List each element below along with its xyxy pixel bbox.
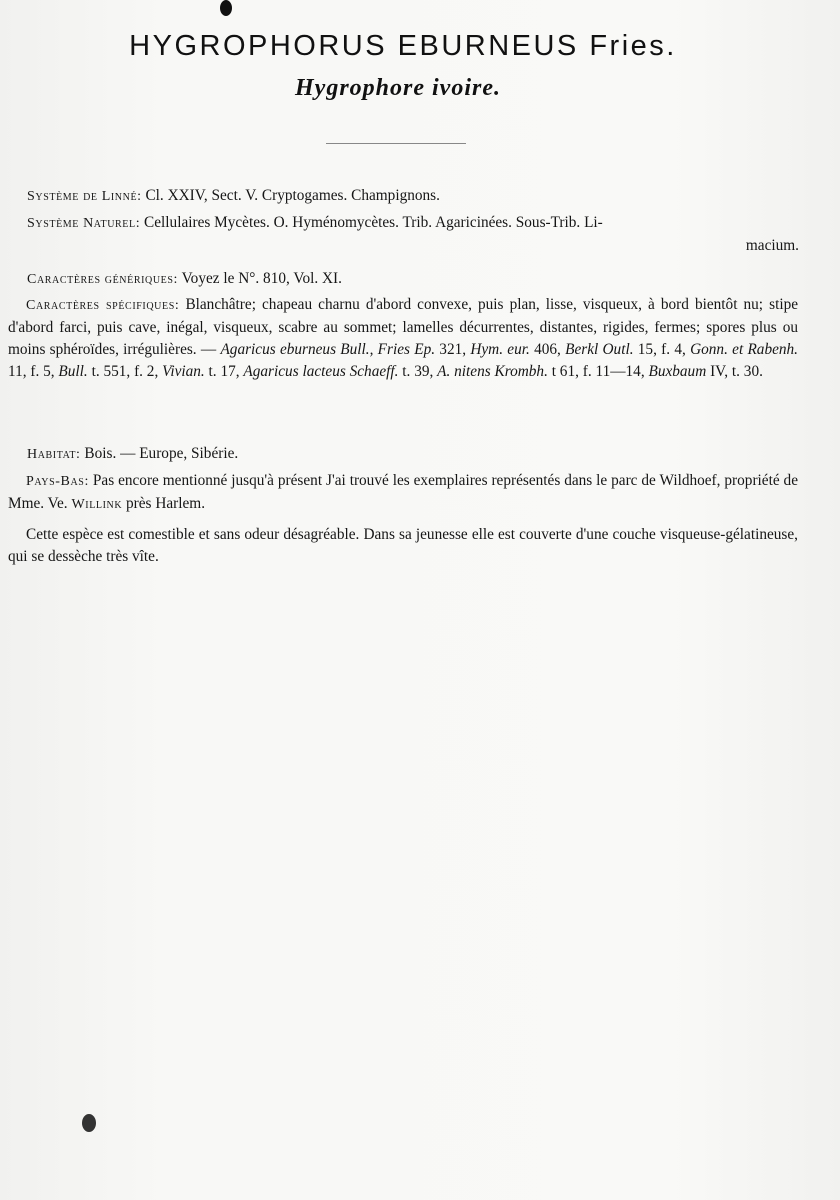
habitat: [27, 443, 797, 466]
note-paragraph: [8, 524, 798, 568]
page-title: HYGROPHORUS EBURNEUS Fries.: [129, 30, 677, 62]
caracteres-specifiques: [8, 294, 798, 383]
ref-text: t. 39,: [398, 363, 438, 380]
caracteres-generiques: [27, 268, 797, 291]
title-divider: [326, 143, 466, 144]
ref-hym-eur: Hym. eur.: [470, 341, 530, 358]
note-text: Cette espèce est comestible et sans odeur désagréable. Dans sa jeunesse elle est couverte d'une couche visqueuse-gélatineuse, qui se dessèche très vîte.: [8, 526, 798, 565]
naturel-label: Système Naturel:: [27, 216, 141, 231]
ref-agaricus-lacteus: Agaricus lacteus Schaeff.: [243, 363, 399, 380]
paysbas-label: Pays-Bas:: [26, 474, 89, 489]
naturel-text-cont: macium.: [745, 237, 799, 254]
habitat-text: Bois. — Europe, Sibérie.: [84, 445, 239, 462]
paysbas-text-end: près Harlem.: [122, 495, 206, 512]
generiques-text: Voyez le N°. 810, Vol. XI.: [181, 270, 342, 287]
page-subtitle: Hygrophore ivoire.: [295, 75, 501, 101]
ref-bull: Bull.: [58, 363, 88, 380]
generiques-label: Caractères génériques:: [27, 272, 179, 287]
ref-text: 15, f. 4,: [633, 341, 691, 358]
ref-nitens: A. nitens Krombh.: [437, 363, 548, 380]
ref-text: t. 551, f. 2,: [87, 363, 163, 380]
ref-agaricus-eburneus: Agaricus eburneus Bull., Fries Ep.: [220, 341, 436, 358]
ink-spot-top: [220, 0, 232, 16]
ref-text: 406,: [529, 341, 566, 358]
ink-spot-bottom: [82, 1114, 96, 1132]
specifiques-label: Caractères spécifiques:: [26, 298, 180, 313]
specifiques-text: Blanchâtre; chapeau charnu d'abord convexe, puis plan, lisse, visqueux, à bord bientôt nu; stipe d'abord farci, puis cave, inégal, visqueux, scabre au sommet; lamelles décurrentes, distantes, rigides, fermes; spores plus ou moins sphéroïdes, irrégulières. —: [8, 296, 799, 358]
systeme-naturel: [27, 212, 799, 257]
ref-berkl: Berkl Outl.: [565, 341, 634, 358]
ref-vivian: Vivian.: [162, 363, 205, 380]
ref-buxbaum: Buxbaum: [648, 363, 707, 380]
pays-bas: [8, 470, 798, 516]
habitat-label: Habitat:: [27, 447, 81, 462]
ref-text: t 61, f. 11—14,: [547, 363, 649, 380]
systeme-linne: [27, 185, 797, 208]
ref-text: 321,: [435, 341, 471, 358]
ref-text: IV, t. 30.: [706, 363, 763, 380]
linne-label: Système de Linné:: [27, 189, 142, 204]
ref-text: 11, f. 5,: [8, 363, 59, 380]
paysbas-text: Pas encore mentionné jusqu'à présent J'ai trouvé les exemplaires représentés dans le parc de Wildhoef, propriété de Mme. Ve.: [8, 472, 798, 512]
linne-text: Cl. XXIV, Sect. V. Cryptogames. Champignons.: [145, 187, 440, 204]
ref-text: t. 17,: [204, 363, 244, 380]
naturel-text: Cellulaires Mycètes. O. Hyménomycètes. Trib. Agaricinées. Sous-Trib. Li-: [144, 214, 603, 231]
ref-gonn: Gonn. et Rabenh.: [690, 341, 798, 358]
paysbas-name: Willink: [71, 497, 123, 512]
